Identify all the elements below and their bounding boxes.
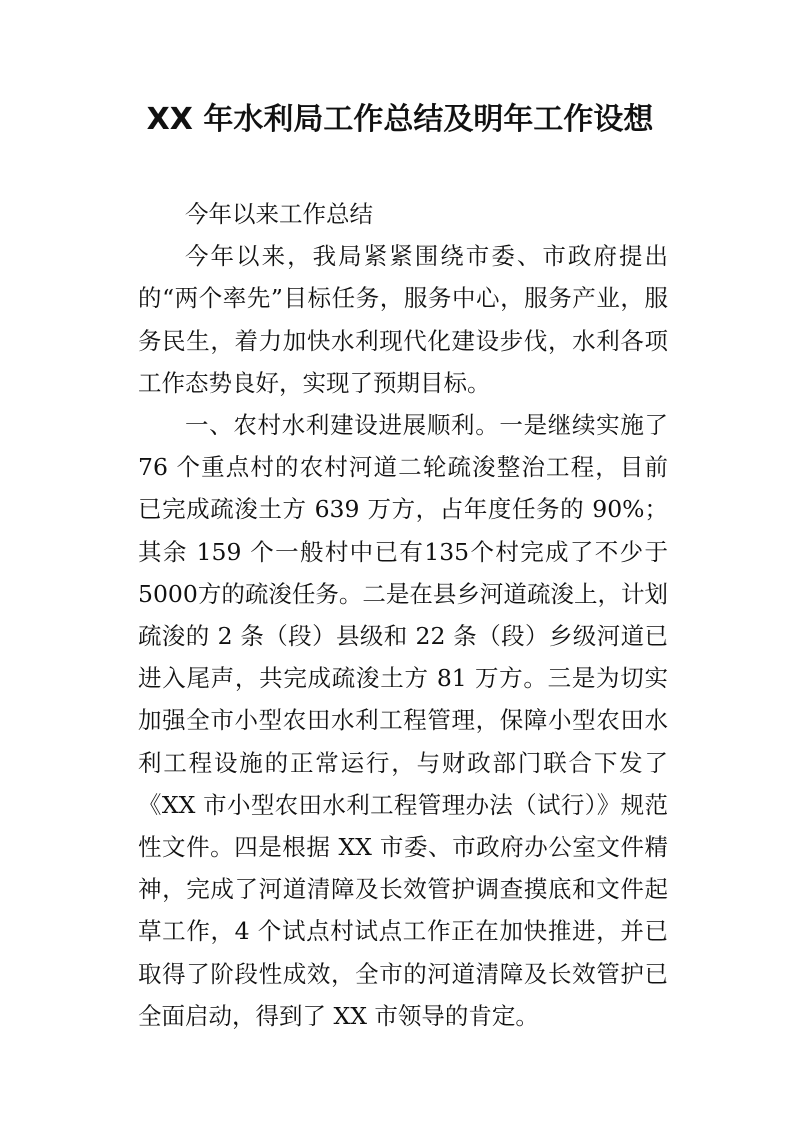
document-title: XX 年水利局工作总结及明年工作设想 bbox=[146, 102, 654, 137]
intro-paragraph: 今年以来，我局紧紧围绕市委、市政府提出的“两个率先”目标任务，服务中心，服务产业，服务民生，着力加快水利现代化建设步伐，水利各项工作态势良好，实现了预期目标。 bbox=[138, 242, 668, 397]
section-heading: 今年以来工作总结 bbox=[185, 200, 373, 228]
document-body bbox=[138, 193, 668, 1037]
rural-water-paragraph: 一、农村水利建设进展顺利。一是继续实施了 76 个重点村的农村河道二轮疏浚整治工程，目前已完成疏浚土方 639 万方，占年度任务的 90%；其余 159 个一般村中已有135个村完成了不少于5000方的疏浚任务。二是在县乡河道疏浚上，计划疏浚的 2 条（段）县级和 22 条（段）乡级河道已进入尾声，共完成疏浚土方 81 万方。三是为切实加强全市小型农田水利工程管理，保障小型农田水利工程设施的正常运行，与财政部门联合下发了《XX 市小型农田水利工程管理办法（试行）》规范性文件。四是根据 XX 市委、市政府办公室文件精神，完成了河道清障及长效管护调查摸底和文件起草工作，4 个试点村试点工作正在加快推进，并已取得了阶段性成效，全市的河道清障及长效管护已全面启动，得到了 XX 市领导的肯定。 bbox=[138, 411, 668, 1030]
